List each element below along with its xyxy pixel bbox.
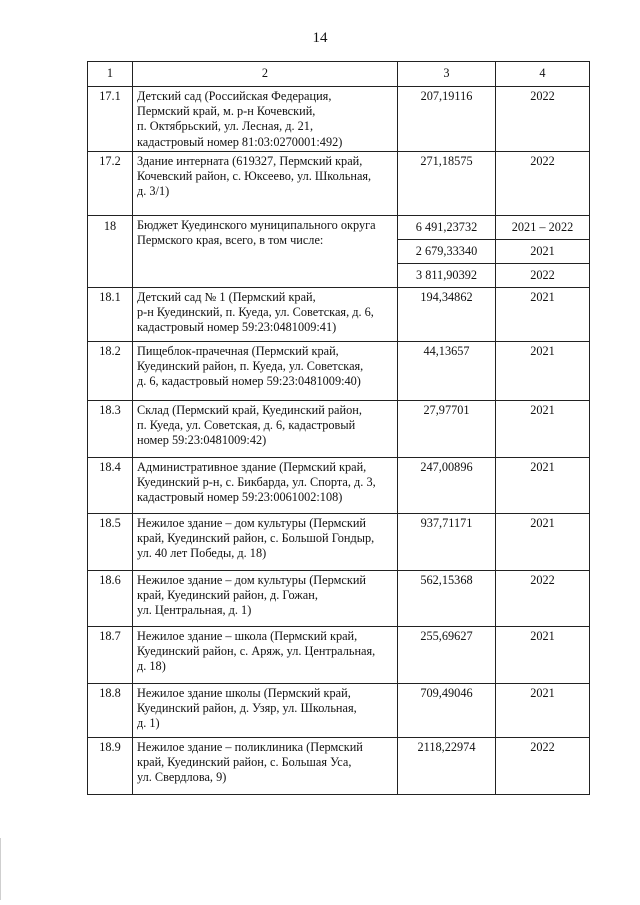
header-col-2: 2 [133, 62, 398, 87]
row-year: 2021 [496, 514, 590, 571]
table-row [88, 684, 590, 738]
table-row [88, 152, 590, 216]
row-description: Нежилое здание школы (Пермский край, Куединский район, д. Узяр, ул. Школьная, д. 1) [133, 684, 398, 738]
row-year: 2021 [496, 684, 590, 738]
table-row-total [88, 216, 590, 240]
header-col-1: 1 [88, 62, 133, 87]
table-row [88, 514, 590, 571]
row-description: Детский сад (Российская Федерация, Пермский край, м. р-н Кочевский, п. Октябрьский, ул. Лесная, д. 21, кадастровый номер 81:03:0270001:492) [133, 87, 398, 152]
row-description: Склад (Пермский край, Куединский район, п. Куеда, ул. Советская, д. 6, кадастровый номер 59:23:0481009:42) [133, 401, 398, 458]
row-description: Нежилое здание – поликлиника (Пермский край, Куединский район, с. Большая Уса, ул. Свердлова, 9) [133, 738, 398, 795]
row-number: 18 [88, 216, 133, 288]
row-number: 18.4 [88, 458, 133, 514]
row-number: 17.2 [88, 152, 133, 216]
row-description: Нежилое здание – школа (Пермский край, Куединский район, с. Аряж, ул. Центральная, д. 18) [133, 627, 398, 684]
row-number: 18.3 [88, 401, 133, 458]
scan-edge-mark [0, 838, 1, 900]
row-year: 2022 [496, 571, 590, 627]
row-description: Административное здание (Пермский край, Куединский р-н, с. Бикбарда, ул. Спорта, д. 3, кадастровый номер 59:23:0061002:108) [133, 458, 398, 514]
row-year: 2021 [496, 458, 590, 514]
row-description: Пищеблок-прачечная (Пермский край, Куединский район, п. Куеда, ул. Советская, д. 6, кадастровый номер 59:23:0481009:40) [133, 342, 398, 401]
row-year: 2021 [496, 288, 590, 342]
row-amount-2022: 3 811,90392 [398, 264, 496, 288]
row-description: Нежилое здание – дом культуры (Пермский край, Куединский район, д. Гожан, ул. Центральная, д. 1) [133, 571, 398, 627]
row-amount: 44,13657 [398, 342, 496, 401]
row-number: 18.9 [88, 738, 133, 795]
row-amount-2021: 2 679,33340 [398, 240, 496, 264]
row-number: 18.7 [88, 627, 133, 684]
allocation-table [87, 61, 590, 795]
row-year: 2022 [496, 152, 590, 216]
row-number: 17.1 [88, 87, 133, 152]
row-year: 2021 [496, 401, 590, 458]
row-amount: 562,15368 [398, 571, 496, 627]
row-amount: 709,49046 [398, 684, 496, 738]
row-amount: 247,00896 [398, 458, 496, 514]
row-number: 18.6 [88, 571, 133, 627]
table-row [88, 738, 590, 795]
row-year-2021: 2021 [496, 240, 590, 264]
header-col-3: 3 [398, 62, 496, 87]
row-description: Бюджет Куединского муниципального округа Пермского края, всего, в том числе: [133, 216, 398, 288]
table-row [88, 401, 590, 458]
header-col-4: 4 [496, 62, 590, 87]
table-row [88, 288, 590, 342]
table-row [88, 87, 590, 152]
row-amount: 937,71171 [398, 514, 496, 571]
row-amount: 27,97701 [398, 401, 496, 458]
row-amount-total: 6 491,23732 [398, 216, 496, 240]
table-row [88, 458, 590, 514]
row-year: 2021 [496, 627, 590, 684]
row-year-range: 2021 – 2022 [496, 216, 590, 240]
row-number: 18.1 [88, 288, 133, 342]
row-year: 2022 [496, 738, 590, 795]
row-amount: 2118,22974 [398, 738, 496, 795]
row-description: Здание интерната (619327, Пермский край, Кочевский район, с. Юксеево, ул. Школьная, д. 3/1) [133, 152, 398, 216]
row-number: 18.5 [88, 514, 133, 571]
table-row [88, 627, 590, 684]
page-number: 14 [312, 30, 328, 46]
table-row [88, 342, 590, 401]
table-header-row [88, 62, 590, 87]
row-description: Нежилое здание – дом культуры (Пермский край, Куединский район, с. Большой Гондыр, ул. 40 лет Победы, д. 18) [133, 514, 398, 571]
row-number: 18.8 [88, 684, 133, 738]
table-row [88, 571, 590, 627]
row-amount: 194,34862 [398, 288, 496, 342]
row-number: 18.2 [88, 342, 133, 401]
row-year-2022: 2022 [496, 264, 590, 288]
row-amount: 271,18575 [398, 152, 496, 216]
row-year: 2021 [496, 342, 590, 401]
row-description: Детский сад № 1 (Пермский край, р-н Куединский, п. Куеда, ул. Советская, д. 6, кадастровый номер 59:23:0481009:41) [133, 288, 398, 342]
row-year: 2022 [496, 87, 590, 152]
row-amount: 207,19116 [398, 87, 496, 152]
row-amount: 255,69627 [398, 627, 496, 684]
